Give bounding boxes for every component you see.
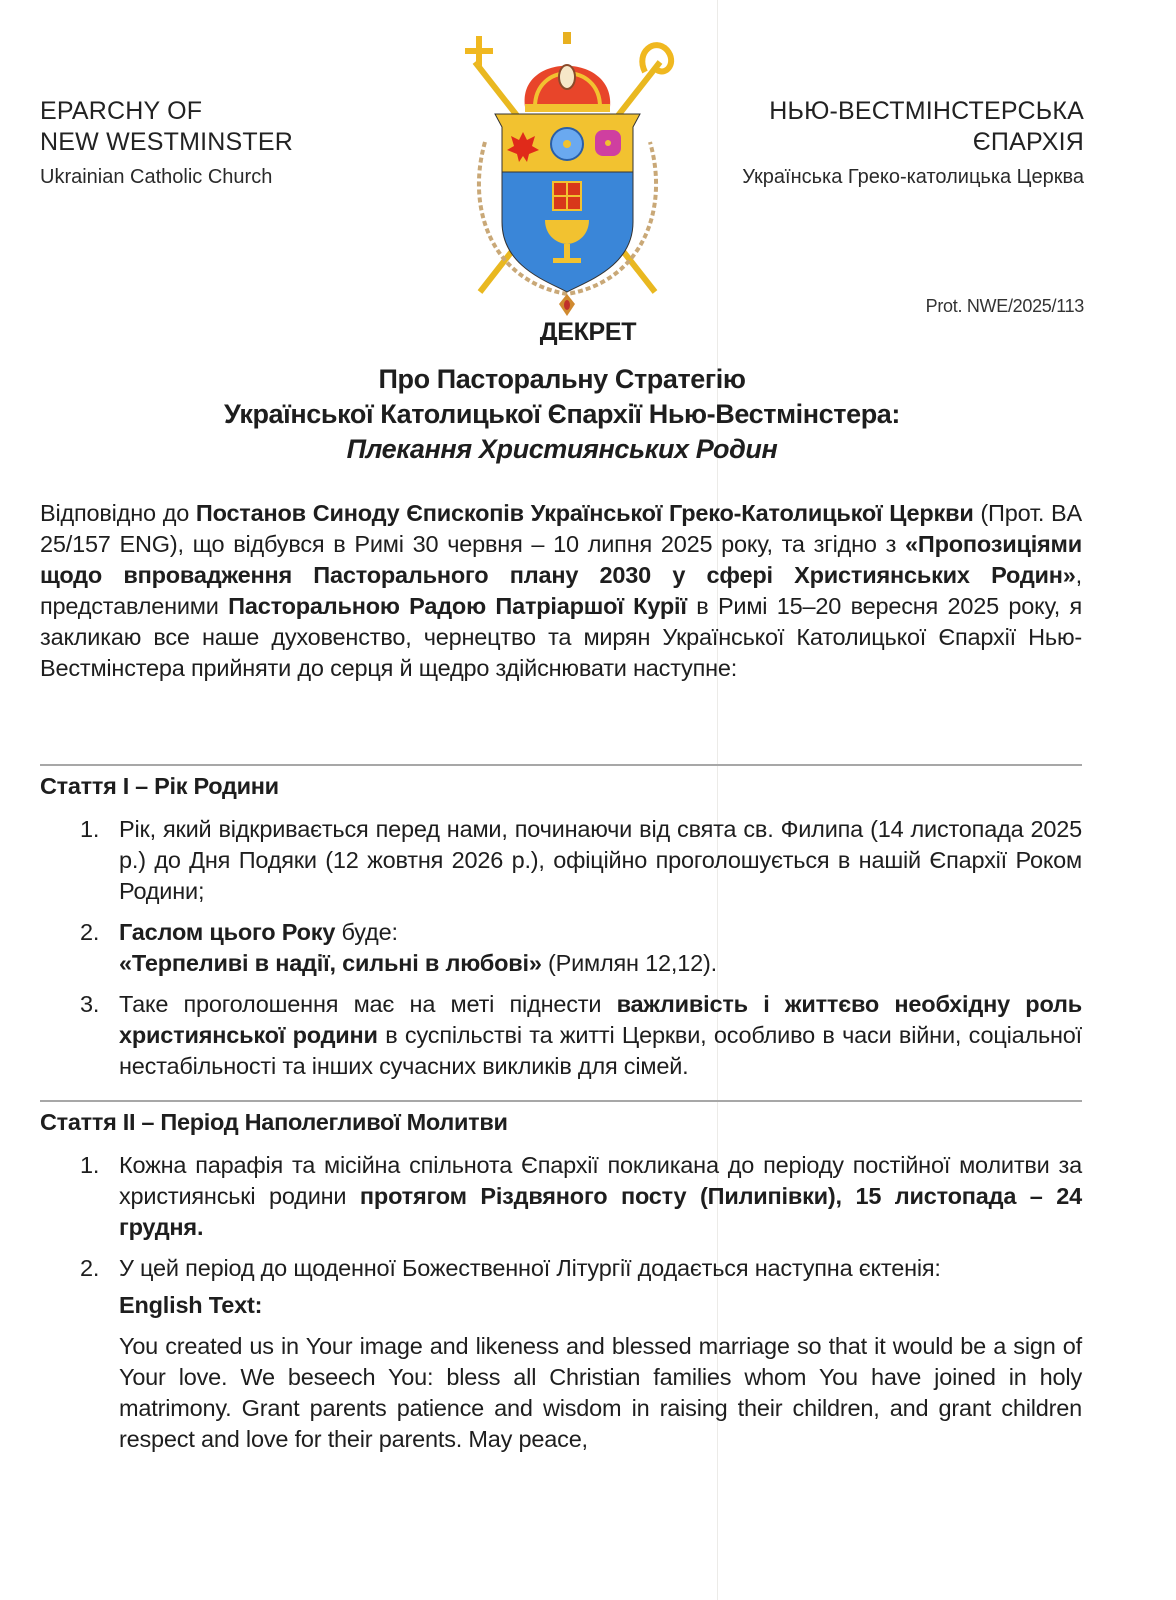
list-item [40,989,1082,1082]
church-name-uk: Українська Греко-католицька Церква [742,166,1084,188]
eparchy-name-en-line1: EPARCHY OF [40,97,203,125]
intro-text: в Римі 15–20 вересня 2025 року, я закликаю все наше духовенство, чернецтво та мирян Української Католицької Єпархії Нью-Вестмінстера прийняти до серця й щедро здійснювати наступне: [40,593,1082,681]
list-number: 1. [80,1152,100,1178]
intro-council-reference: Пасторальною Радою Патріаршої Курії [228,593,687,619]
year-motto: «Терпеливі в надії, сильні в любові» [119,950,542,976]
section-divider [40,764,1082,766]
decree-title-line3: Плекання Християнських Родин [346,434,778,464]
header-english [40,96,293,190]
list-item [40,1150,1082,1243]
decree-title-line2: Української Католицької Єпархії Нью-Вестмінстера: [223,399,901,429]
list-item [40,917,1082,979]
list-text: в суспільстві та житті Церкви, особливо в часи війни, соціальної нестабільності та інших сучасних викликів для сімей. [119,1022,1083,1079]
list-item [40,1253,1082,1455]
intro-synod-reference: Постанов Синоду Єпископів Української Греко-Католицької Церкви [195,500,974,526]
list-item [40,814,1082,907]
church-name-en: Ukrainian Catholic Church [40,166,273,188]
article-1-heading: Стаття I – Рік Родини [40,773,279,799]
list-text-bold: Гаслом цього Року [119,919,336,945]
scripture-reference: (Римлян 12,12). [541,950,717,976]
english-text-heading: English Text: [119,1292,263,1318]
list-text: Рік, який відкривається перед нами, починаючи від свята св. Филипа (14 листопада 2025 р.) до Дня Подяки (12 жовтня 2026 р.), офіційно проголошується в нашій Єпархії Роком Родини; [119,816,1082,904]
list-text: Таке проголошення має на меті піднести [119,991,617,1017]
article-1-list [40,814,1082,1092]
intro-paragraph [40,498,1082,684]
list-text: буде: [335,919,398,945]
list-text-bold: протягом Різдвяного посту (Пилипівки), 15 листопада – 24 грудня. [119,1183,1082,1240]
intro-text: , представленими [40,562,1082,619]
eparchy-name-uk-line2: ЄПАРХІЯ [972,128,1084,156]
article-2-list [40,1150,1082,1465]
eparchy-name-uk-line1: НЬЮ-ВЕСТМІНСТЕРСЬКА [769,97,1084,125]
list-text: У цей період до щоденної Божественної Літургії додається наступна єктенія: [119,1255,941,1281]
protocol-number: Prot. NWE/2025/113 [925,296,1084,316]
list-number: 3. [80,991,100,1017]
list-number: 2. [80,1255,100,1281]
section-divider [40,1100,1082,1102]
list-text: Кожна парафія та місійна спільнота Єпархії покликана до періоду постійної молитви за християнські родини [119,1152,1082,1209]
list-text-bold: важливість і життєво необхідну роль християнської родини [119,991,1082,1048]
decree-title-line1: Про Пасторальну Стратегію [378,364,746,394]
list-number: 2. [80,919,100,945]
eparchy-name-en-line2: NEW WESTMINSTER [40,128,293,156]
english-litany-text: You created us in Your image and likeness and blessed marriage so that it would be a sign of Your love. We beseech You: bless all Christian families whom You have joined in holy matrimony. Grant parents patience and wisdom in raising their children, and grant children respect and love for their parents. May peace, [119,1333,1082,1452]
intro-proposals-reference: «Пропозиціями щодо впровадження Пасторального плану 2030 у сфері Християнських Родин» [40,531,1082,588]
decree-title [0,362,1124,467]
intro-text: (Прот. BA 25/157 ENG), що відбувся в Римі 30 червня – 10 липня 2025 року, та згідно з [40,500,1082,557]
coat-of-arms-icon [455,32,680,317]
intro-text: Відповідно до [40,500,196,526]
list-number: 1. [80,816,100,842]
header-ukrainian [742,96,1084,190]
decree-label: ДЕКРЕТ [539,318,637,346]
article-2-heading: Стаття II – Період Наполегливої Молитви [40,1109,508,1135]
